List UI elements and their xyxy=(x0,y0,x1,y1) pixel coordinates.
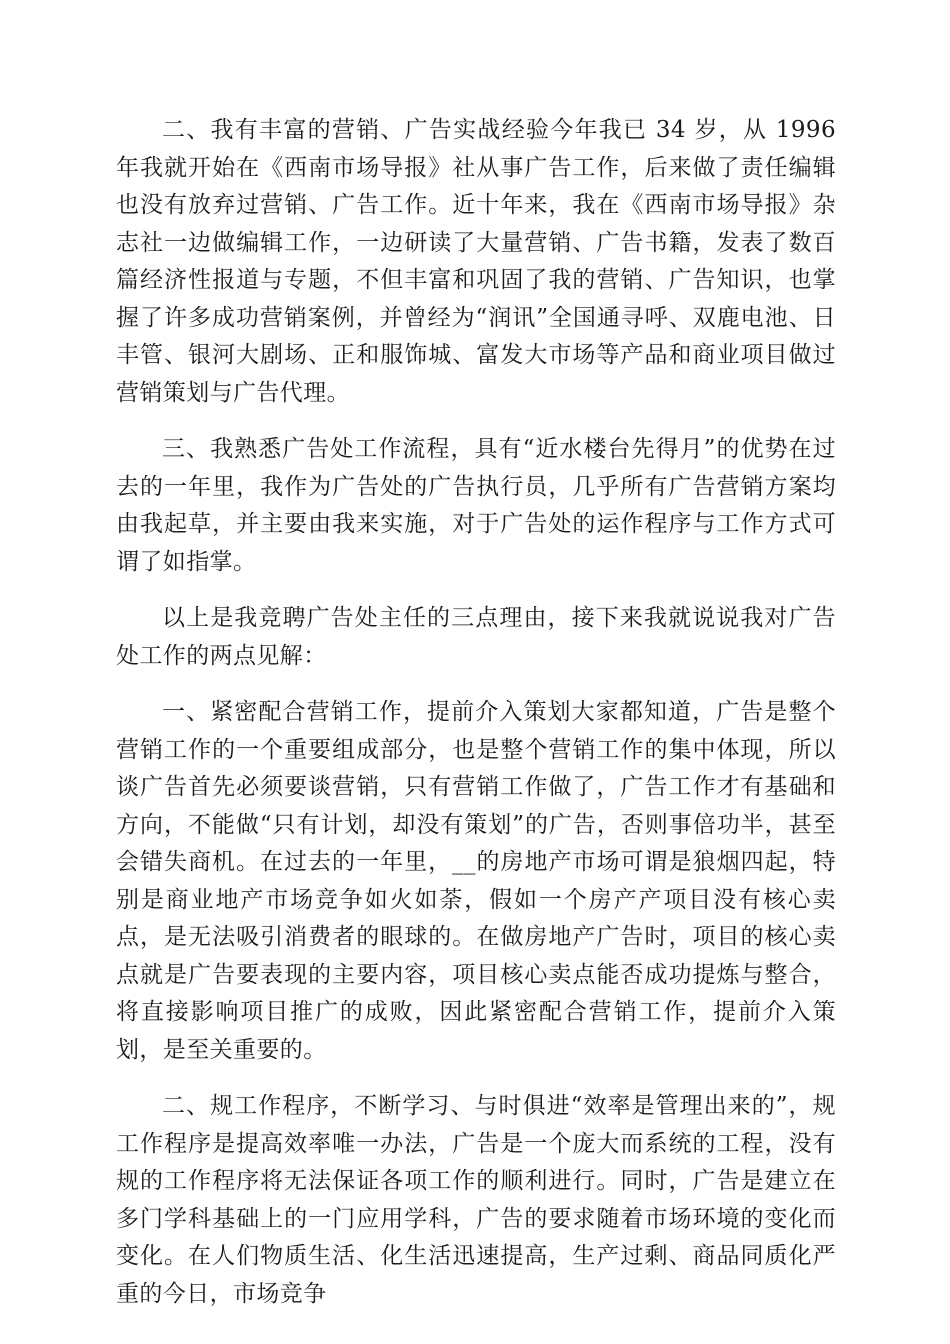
paragraph-spacer xyxy=(116,675,836,694)
paragraph-workflow: 三、我熟悉广告处工作流程，具有“近水楼台先得月”的优势在过去的一年里，我作为广告处的广告执行员，几乎所有广告营销方案均由我起草，并主要由我来实施，对于广告处的运作程序与工作方式可谓了如指掌。 xyxy=(116,436,836,575)
paragraph-experience: 二、我有丰富的营销、广告实战经验今年我已 34 岁，从 1996 年我就开始在《西南市场导报》社从事广告工作，后来做了责任编辑也没有放弃过营销、广告工作。近十年来，我在《西南市场导报》杂志社一边做编辑工作，一边研读了大量营销、广告书籍，发表了数百篇经济性报道与专题，不但丰富和巩固了我的营销、广告知识，也掌握了许多成功营销案例，并曾经为“润讯”全国通寻呼、双鹿电池、日丰管、银河大剧场、正和服饰城、富发大市场等产品和商业项目做过营销策划与广告代理。 xyxy=(116,117,836,406)
paragraph-marketing-planning: 一、紧密配合营销工作，提前介入策划大家都知道，广告是整个营销工作的一个重要组成部分，也是整个营销工作的集中体现，所以谈广告首先必须要谈营销，只有营销工作做了，广告工作才有基础和方向，不能做“只有计划，却没有策划”的广告，否则事倍功半，甚至会错失商机。在过去的一年里，__的房地产市场可谓是狼烟四起，特别是商业地产市场竞争如火如荼，假如一个房产产项目没有核心卖点，是无法吸引消费者的眼球的。在做房地产广告时，项目的核心卖点就是广告要表现的主要内容，项目核心卖点能否成功提炼与整合，将直接影响项目推广的成败，因此紧密配合营销工作，提前介入策划，是至关重要的。 xyxy=(116,699,836,1063)
paragraph-spacer xyxy=(116,581,836,600)
paragraph-spacer xyxy=(116,412,836,431)
paragraph-work-procedure: 二、规工作程序，不断学习、与时俱进“效率是管理出来的”，规工作程序是提高效率唯一办法，广告是一个庞大而系统的工程，没有规的工作程序将无法保证各项工作的顺利进行。同时，广告是建立在多门学科基础上的一门应用学科，广告的要求随着市场环境的变化而变化。在人们物质生活、化生活迅速提高，生产过剩、商品同质化严重的今日，市场竞争 xyxy=(116,1093,836,1307)
document-body xyxy=(116,112,836,1313)
paragraph-transition: 以上是我竞聘广告处主任的三点理由，接下来我就说说我对广告处工作的两点见解： xyxy=(116,605,836,669)
paragraph-spacer xyxy=(116,1069,836,1088)
